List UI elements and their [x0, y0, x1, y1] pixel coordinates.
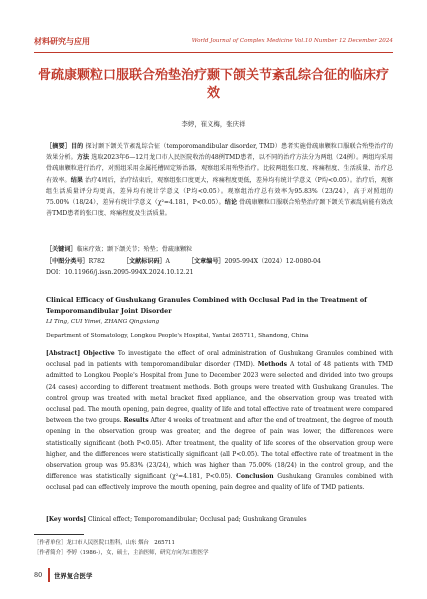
doi: DOI：10.11966/j.issn.2095-994X.2024.10.12.21	[46, 269, 194, 277]
keywords-text-en: Clinical effect; Temporomandibular; Occlusal pad; Gushukang Granules	[87, 516, 307, 523]
keywords-label-cn: ［关键词］	[46, 246, 77, 253]
footnote-author-bio: ［作者简介］李婷（1986-），女，硕士，主治医师，研究方向为口腔医学	[34, 550, 209, 556]
article-title-en: Clinical Efficacy of Gushukang Granules Combined with Occlusal Pad in the Treatment of Temporomandibular Joint Disorder	[46, 296, 367, 315]
journal-info: World Journal of Complex Medicine Vol.10 Number 12 December 2024	[191, 38, 393, 44]
article-meta-cn	[46, 256, 393, 278]
conclusion-label-en: Conclusion	[236, 473, 274, 481]
header-rule	[34, 52, 393, 53]
keywords-label-en: [Key words]	[46, 516, 87, 523]
abstract-en	[46, 348, 393, 494]
page-number-bar	[48, 568, 50, 582]
running-header	[34, 36, 393, 50]
article-number-value: 2095-994X（2024）12-0080-04	[224, 258, 321, 265]
conclusion-text-en: Gushukang Granules combined with occlusal pad can effectively improve the mouth opening, pain degree and quality of life of TMD patients.	[46, 473, 393, 492]
methods-text-cn: 选取2023年6—12月龙口市人民医院收治的48例TMD患者，以不同的治疗方法分为两组（24例）。两组均采用骨疏康颗粒进行治疗，对照组采用金属托槽固定矫治器，观察组采用殆垫治疗。比较两组张口度、疼痛程度、生活质量、治疗总有效率。	[46, 154, 394, 184]
article-title-cn: 骨疏康颗粒口服联合殆垫治疗颞下颌关节紊乱综合征的临床疗效	[37, 68, 389, 101]
results-text-en: After 4 weeks of treatment and after the end of treatment, the degree of mouth opening in the observation group was greater, and the degree of pain was lower, the differences were statistically significant (both P<0.05). After treatment, the quality of life scores of the observation group were higher, and the differences were statistically significant (all P<0.05). The total effective rate of treatment in the observation group was 95.83% (23/24), which was higher than 75.00% (18/24) in the control group, and the difference was statistically significant (χ²=4.181, P<0.05).	[46, 417, 393, 481]
abstract-label-en: [Abstract]	[46, 350, 81, 357]
article-number-label: ［文章编号］	[187, 258, 225, 265]
clc-value: R782	[88, 258, 105, 265]
keywords-cn	[46, 244, 393, 253]
page-number: 80	[34, 571, 43, 579]
keywords-en	[46, 516, 393, 523]
results-text-cn: 治疗4周后，治疗结束后，观察组张口度更大，疼痛程度更低，差异均有统计学意义（P均<0.05）。治疗后，观察组生活质量评分均更高，差异均有统计学意义（P均<0.05）。观察组治疗总有效率为95.83%（23/24），高于对照组的75.00%（18/24），差异有统计学意义（χ²=4.181，P<0.05）。	[46, 176, 394, 207]
abstract-label-cn: ［摘要］	[46, 143, 71, 150]
objective-label-cn: 目的	[70, 143, 84, 150]
authors-cn: 李婷，崔义梅，张庆祥	[181, 120, 246, 128]
objective-label-en: Objective	[83, 350, 115, 357]
section-label: 材料研究与应用	[34, 37, 90, 46]
doc-code-value: A	[165, 258, 170, 265]
affiliation-en: Department of Stomatology, Longkou People's Hospital, Yantai 265711, Shandong, China	[46, 333, 309, 339]
conclusion-label-cn: 结论	[224, 199, 238, 207]
footer-journal: 世界复合医学	[54, 572, 93, 580]
methods-text-en: A total of 48 patients with TMD admitted to Longkou People's Hospital from June to December 2023 were selected and divided into two groups (24 cases) according to different treatment methods. Both groups were treated with Gushukang Granules. The control group was treated with metal bracket fixed appliance, and the observation group was treated with occlusal pad. The mouth opening, pain degree, quality of life and total effective rate of treatment were compared between the two groups.	[46, 361, 393, 425]
footnote-rule	[34, 534, 84, 535]
objective-text-cn: 探讨颞下颌关节紊乱综合征（temporomandibular disorder, TMD）患者实施骨疏康颗粒口服联合殆垫治疗的效果分析。	[46, 143, 394, 162]
methods-label-cn: 方法	[76, 154, 90, 162]
authors-en: LI Ting, CUI Yimei, ZHANG Qingxiang	[46, 319, 160, 325]
clc-label: ［中图分类号］	[46, 258, 89, 265]
keywords-text-cn: 临床疗效；颞下颌关节；殆垫；骨疏康颗粒	[76, 246, 193, 253]
results-label-cn: 结果	[70, 176, 84, 184]
doc-code-label: ［文献标识码］	[122, 258, 166, 265]
abstract-cn	[46, 141, 393, 219]
footnote-author-unit: ［作者单位］龙口市人民医院口腔科，山东 烟台 265711	[34, 540, 175, 546]
methods-label-en: Methods	[257, 361, 287, 369]
results-label-en: Results	[123, 417, 149, 425]
conclusion-text-cn: 骨疏康颗粒口服联合殆垫治疗颞下颌关节紊乱病能有效改善TMD患者的张口度、疼痛程度及生活质量。	[46, 199, 394, 218]
objective-text-en: To investigate the effect of oral administration of Gushukang Granules combined with occlusal pad in patients with temporomandibular disorder (TMD).	[46, 350, 393, 369]
